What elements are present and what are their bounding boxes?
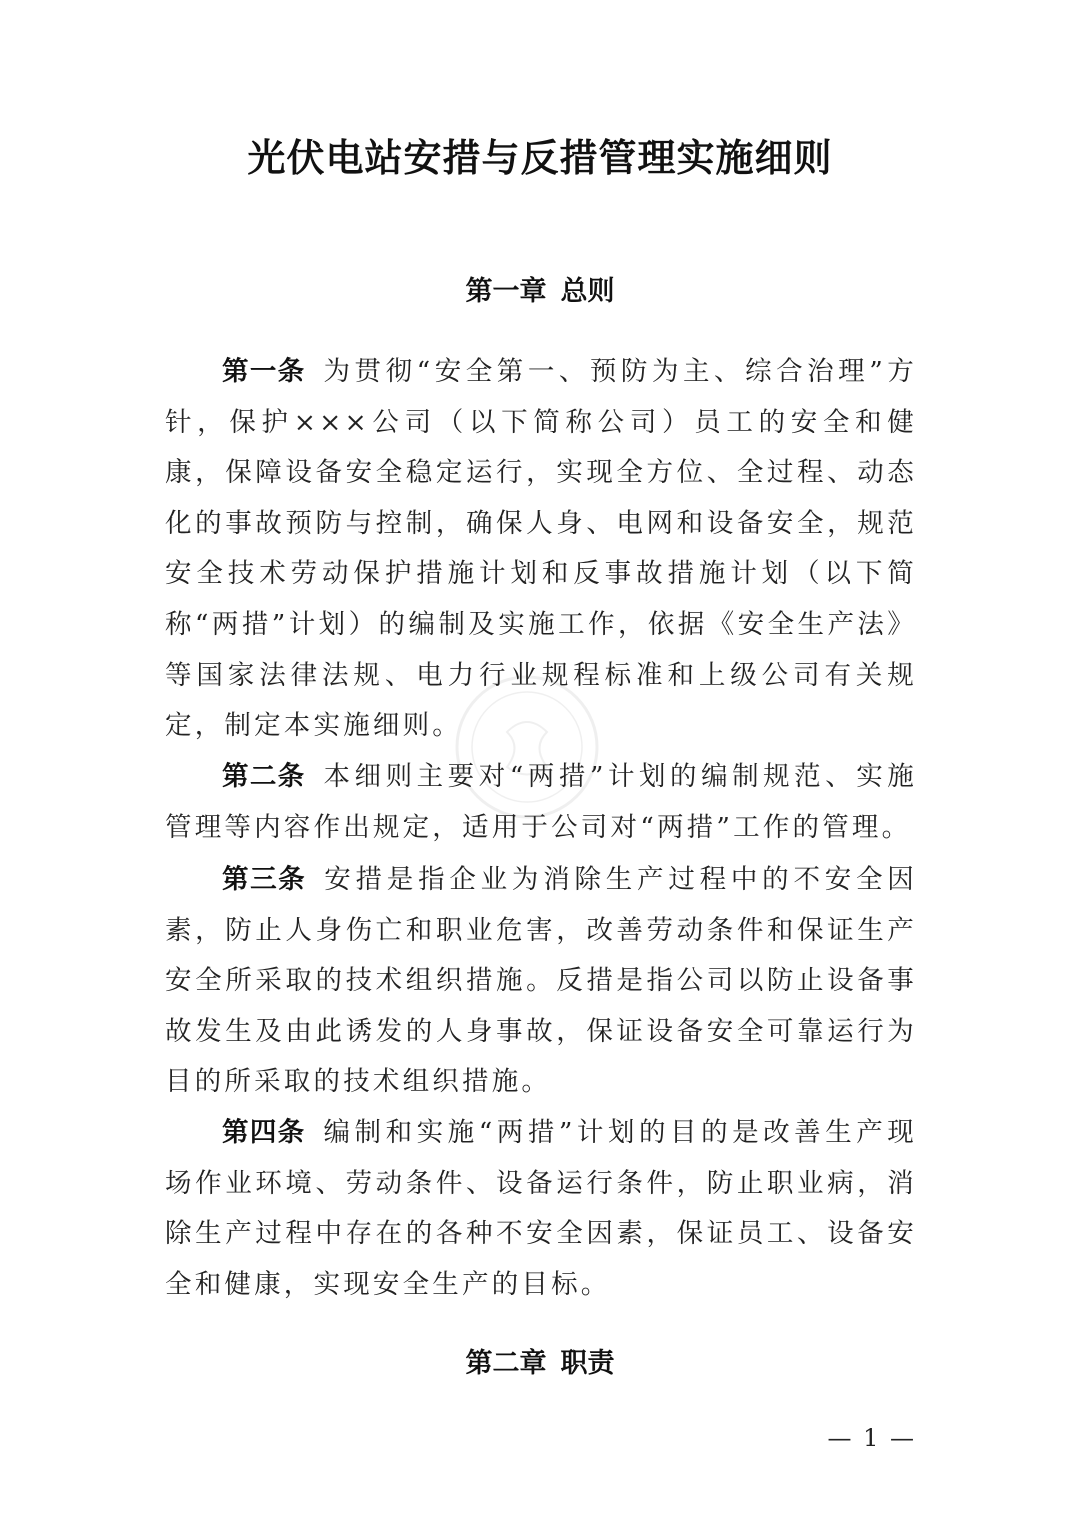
article-text: 安措是指企业为消除生产过程中的不安全因素，防止人身伤亡和职业危害，改善劳动条件和保证生产安全所采取的技术组织措施。反措是指公司以防止设备事故发生及由此诱发的人身事故，保证设备安全可靠运行为目的所采取的技术组织措施。 xyxy=(165,864,917,1098)
article-4 xyxy=(165,1108,917,1310)
article-3 xyxy=(165,855,917,1108)
chapter-heading-2 xyxy=(0,1344,1080,1384)
page-number: — 1 — xyxy=(827,1424,916,1452)
article-text: 编制和实施“两措”计划的目的是改善生产现场作业环境、劳动条件、设备运行条件，防止职业病，消除生产过程中存在的各种不安全因素，保证员工、设备安全和健康，实现安全生产的目标。 xyxy=(165,1117,917,1300)
article-number: 第三条 xyxy=(222,864,307,895)
document-title: 光伏电站安措与反措管理实施细则 xyxy=(247,136,833,180)
chapter-number: 第二章 xyxy=(465,1348,547,1379)
article-number: 第二条 xyxy=(222,761,306,792)
article-1 xyxy=(165,347,917,752)
article-number: 第一条 xyxy=(222,356,306,387)
chapter-number: 第一章 xyxy=(465,276,547,307)
article-text: 为贯彻“安全第一、预防为主、综合治理”方针，保护×××公司（以下简称公司）员工的安全和健康，保障设备安全稳定运行，实现全方位、全过程、动态化的事故预防与控制，确保人身、电网和设备安全，规范安全技术劳动保护措施计划和反事故措施计划（以下简称“两措”计划）的编制及实施工作，依据《安全生产法》等国家法律法规、电力行业规程标准和上级公司有关规定，制定本实施细则。 xyxy=(165,356,917,742)
chapter-name: 职责 xyxy=(560,1348,615,1379)
article-text: 本细则主要对“两措”计划的编制规范、实施管理等内容作出规定，适用于公司对“两措”工作的管理。 xyxy=(165,761,917,843)
chapter-heading-1 xyxy=(0,272,1080,312)
article-number: 第四条 xyxy=(222,1117,306,1148)
chapter-name: 总则 xyxy=(560,276,615,307)
article-2 xyxy=(165,752,917,853)
